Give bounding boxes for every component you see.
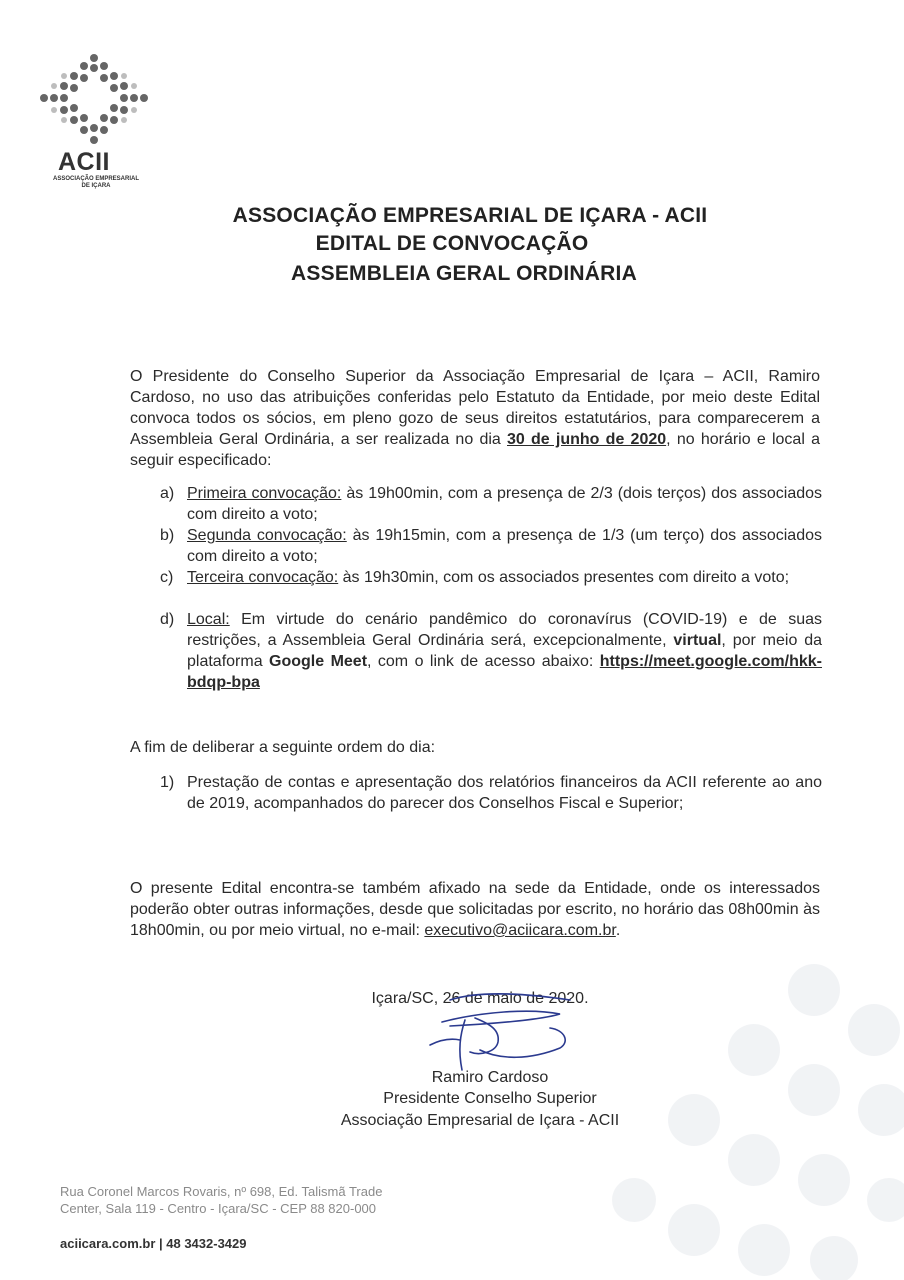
closing-text: O presente Edital encontra-se também afixado na sede da Entidade, onde os interessados poderão obter outras informações, desde que solicitadas por escrito, no horário das 08h00min às 18h00min, ou por meio virtual, no e-mail: [130, 880, 820, 939]
logo-dots-icon [36, 52, 156, 152]
item-text: às 19h00min, com a presença de 2/3 (dois terços) dos associados com direito a voto; [187, 485, 823, 523]
item-marker: a) [160, 485, 175, 502]
signer-name: Ramiro Cardoso [431, 1069, 549, 1086]
footer-address-line1: Rua Coronel Marcos Rovaris, nº 698, Ed. Talismã Trade [60, 1184, 383, 1199]
logo-subtitle-line2: DE IÇARA [81, 183, 111, 189]
closing-paragraph [130, 878, 820, 941]
assembly-date: 30 de junho de 2020 [507, 431, 667, 448]
logo-subtitle [50, 176, 142, 190]
intro-paragraph [130, 366, 820, 471]
logo-name: ACII [58, 148, 110, 176]
item-marker: b) [160, 527, 175, 544]
item-marker: d) [160, 611, 175, 628]
footer-address [60, 1183, 382, 1217]
item-text: às 19h15min, com a presença de 1/3 (um terço) dos associados com direito a voto; [187, 527, 823, 565]
signer-role: Presidente Conselho Superior [383, 1090, 597, 1107]
intro-text-end: , no horário e local a seguir especificado: [130, 431, 820, 469]
closing-end: . [615, 922, 621, 939]
platform-name: Google Meet [269, 653, 368, 670]
agenda-item-1 [160, 772, 822, 814]
signer-organization: Associação Empresarial de Içara - ACII [340, 1112, 620, 1129]
item-label: Local: [187, 611, 230, 628]
list-item-a [160, 483, 822, 525]
footer-address-line2: Center, Sala 119 - Centro - Içara/SC - CEP 88 820-000 [60, 1201, 377, 1216]
list-item-b [160, 525, 822, 567]
footer-contact: aciicara.com.br | 48 3432-3429 [60, 1236, 247, 1251]
item-label: Primeira convocação: [187, 485, 342, 502]
item-text: , com o link de acesso abaixo: [367, 653, 600, 670]
meeting-link[interactable]: https://meet.google.com/hkk-bdqp-bpa [187, 653, 822, 691]
watermark-dots-decoration [574, 950, 904, 1280]
item-text: Em virtude do cenário pandêmico do coronavírus (COVID-19) e de suas restrições, a Assembleia Geral Ordinária será, excepcionalmente, [187, 611, 822, 649]
agenda-item-text: Prestação de contas e apresentação dos relatórios financeiros da ACII referente ao ano de 2019, acompanhados do parecer dos Conselhos Fiscal e Superior; [187, 774, 822, 812]
title-line-2: EDITAL DE CONVOCAÇÃO [315, 232, 589, 255]
list-item-d [160, 609, 822, 693]
item-label: Terceira convocação: [187, 569, 339, 586]
item-text: às 19h30min, com os associados presentes com direito a voto; [338, 569, 790, 586]
place-date: Içara/SC, 26 de maio de 2020. [371, 990, 589, 1007]
intro-text: O Presidente do Conselho Superior da Associação Empresarial de Içara – ACII, Ramiro Cardoso, no uso das atribuições conferidas pelo Estatuto da Entidade, por meio deste Edital convoca todos os sócios, em pleno gozo de seus direitos estatutários, para comparecerem a Assembleia Geral Ordinária, a ser realizada no dia [130, 368, 820, 448]
acii-logo [36, 52, 156, 202]
item-text: , por meio da plataforma [187, 632, 823, 670]
contact-email-link[interactable]: executivo@aciicara.com.br [424, 922, 616, 939]
virtual-emphasis: virtual [673, 632, 722, 649]
item-label: Segunda convocação: [187, 527, 347, 544]
title-line-3: ASSEMBLEIA GERAL ORDINÁRIA [291, 262, 637, 285]
list-item-c [160, 567, 822, 588]
title-line-1: ASSOCIAÇÃO EMPRESARIAL DE IÇARA - ACII [232, 204, 708, 227]
logo-subtitle-line1: ASSOCIAÇÃO EMPRESARIAL [52, 176, 139, 182]
agenda-intro: A fim de deliberar a seguinte ordem do dia: [130, 739, 436, 756]
item-marker: 1) [160, 774, 175, 791]
item-marker: c) [160, 569, 174, 586]
